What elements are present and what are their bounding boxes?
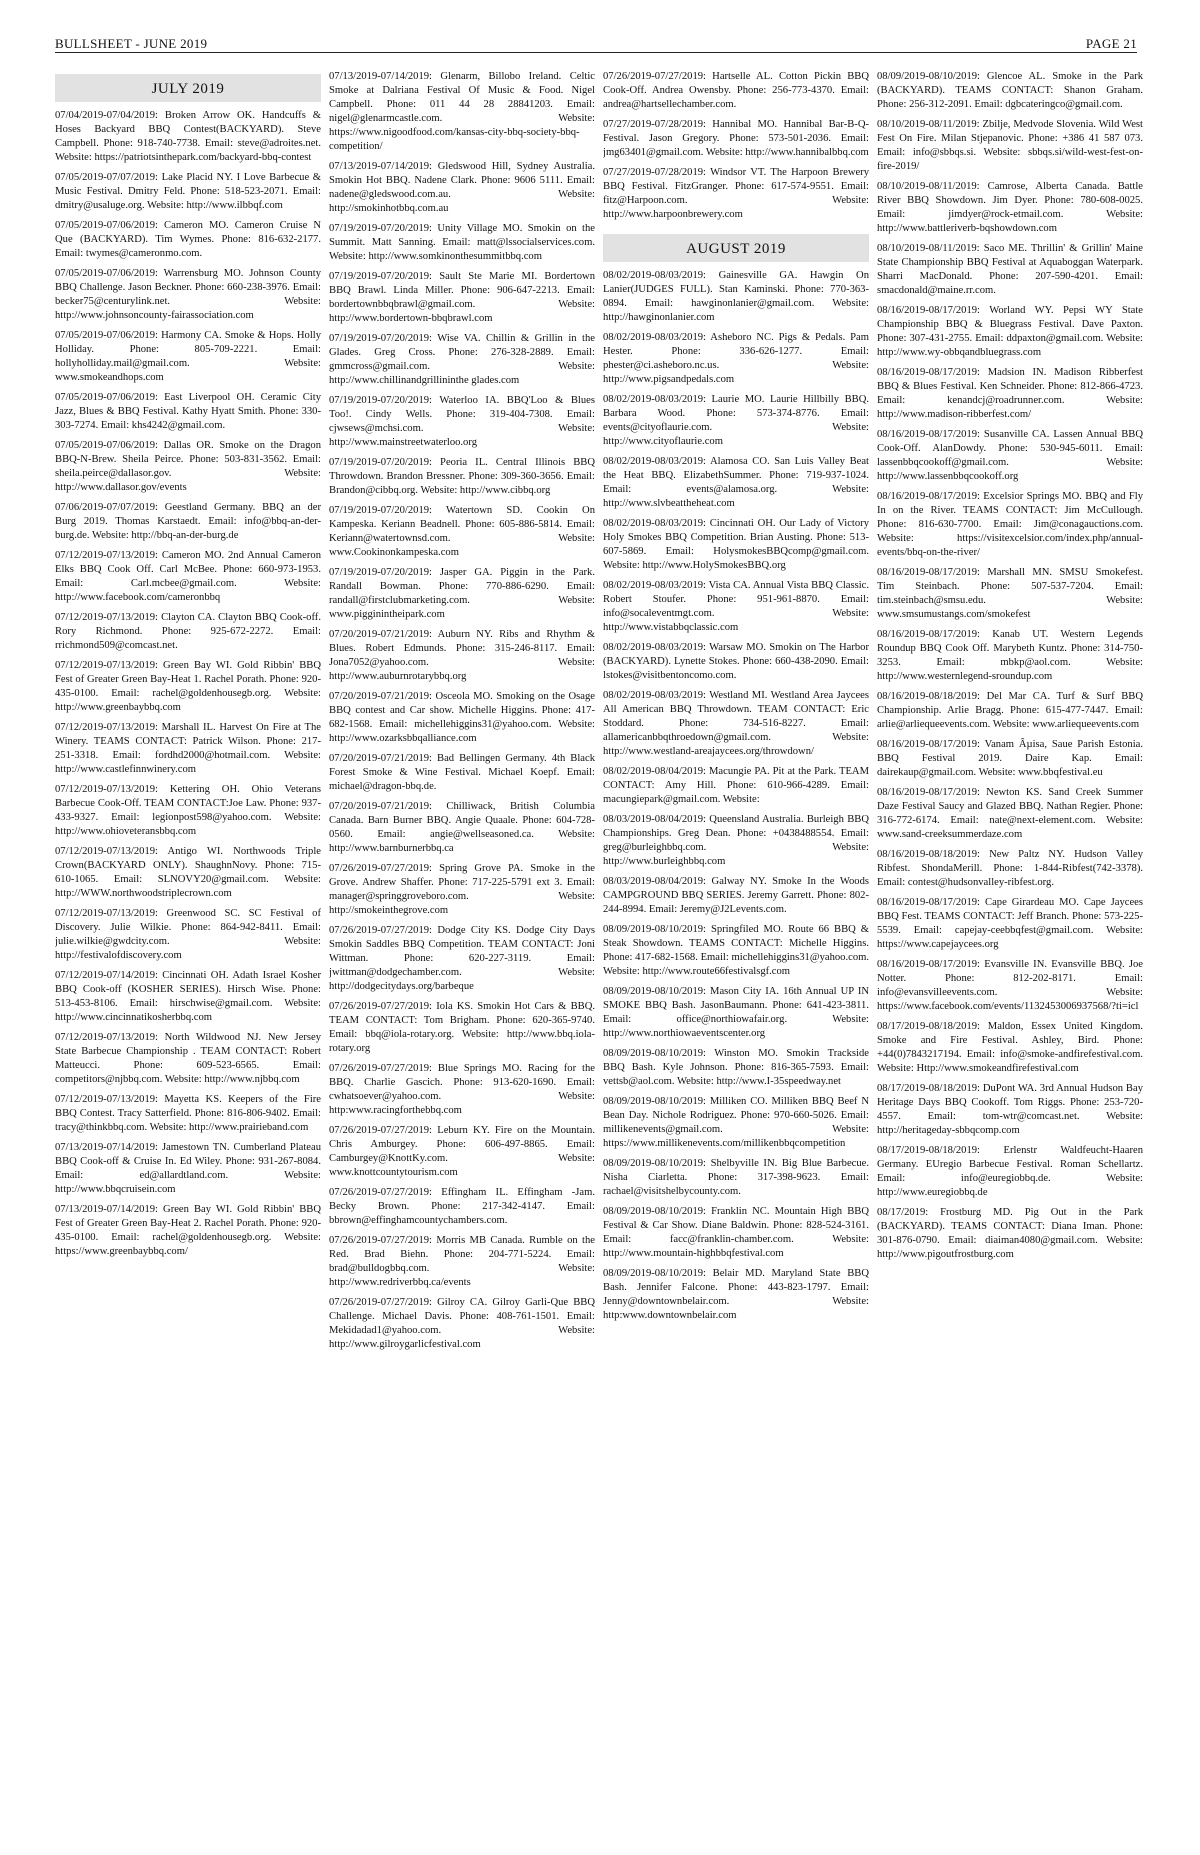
event-entry: 07/05/2019-07/06/2019: Warrensburg MO. Johnson County BBQ Challenge. Jason Beckner. Phone: 660-238-3976. Email: becker75@centurylink.net. Website: http://www.johnsoncounty-fairassociation.com <box>55 268 321 321</box>
event-entry: 07/26/2019-07/27/2019: Dodge City KS. Dodge City Days Smokin Saddles BBQ Competition. TEAM CONTACT: Joni Wittman. Phone: 620-227-3119. Email: jwittman@dodgechamber.com. Website: http://dodgecitydays.org/barbeque <box>329 925 595 992</box>
event-entry: 08/09/2019-08/10/2019: Franklin NC. Mountain High BBQ Festival & Car Show. Diane Baldwin. Phone: 828-524-3161. Email: facc@franklin-chamber.com. Website: http://www.mountain-highbbqfestival.com <box>603 1206 869 1259</box>
event-entry: 07/19/2019-07/20/2019: Wise VA. Chillin & Grillin in the Glades. Greg Cross. Phone: 276-328-2889. Email: gmmcross@gmail.com. Website: http://www.chillinandgrillininthe glades.com <box>329 333 595 386</box>
event-entry: 07/26/2019-07/27/2019: Spring Grove PA. Smoke in the Grove. Andrew Shaffer. Phone: 717-225-5791 ext 3. Email: manager@springgroveboro.com. Website: http://smokeinthegrove.com <box>329 863 595 916</box>
event-entry: 07/12/2019-07/13/2019: Green Bay WI. Gold Ribbin' BBQ Fest of Greater Green Bay-Heat 1. Rachel Porath. Phone: 920-435-0100. Email: rachel@goldenhousegb.org. Website: http://www.greenbaybbq.com <box>55 660 321 713</box>
event-entry: 08/16/2019-08/17/2019: Newton KS. Sand Creek Summer Daze Festival Saucy and Glazed BBQ. Nathan Regier. Phone: 316-772-6174. Email: nate@next-element.com. Website: www.sand-creeksummerdaze.com <box>877 787 1143 840</box>
column-3 <box>603 70 869 1329</box>
event-entry: 08/02/2019-08/03/2019: Westland MI. Westland Area Jaycees All American BBQ Throwdown. TEAM CONTACT: Eric Stoddard. Phone: 734-516-8227. Email: allamericanbbqthroedown@gmail.com. Website: http://www.westland-areajaycees.org/throwdown/ <box>603 690 869 757</box>
event-entry: 08/09/2019-08/10/2019: Winston MO. Smokin Trackside BBQ Bash. Kyle Johnson. Phone: 816-365-7593. Email: vettsb@aol.com. Website: http://www.I-35speedway.net <box>603 1048 869 1087</box>
entry-list <box>603 70 869 222</box>
event-entry: 07/26/2019-07/27/2019: Blue Springs MO. Racing for the BBQ. Charlie Gascich. Phone: 913-620-1690. Email: cwhatsoever@yahoo.com. Website: http:www.racingforthebbq.com <box>329 1063 595 1116</box>
event-entry: 07/26/2019-07/27/2019: Gilroy CA. Gilroy Garli-Que BBQ Challenge. Michael Davis. Phone: 408-761-1501. Email: Mekidadad1@yahoo.com. Website: http://www.gilroygarlicfestival.com <box>329 1297 595 1350</box>
event-entry: 08/02/2019-08/03/2019: Gainesville GA. Hawgin On Lanier(JUDGES FULL). Stan Kaminski. Phone: 770-363-0894. Email: hawginonlanier@gmail.com. Website: http://hawginonlanier.com <box>603 270 869 323</box>
event-entry: 07/12/2019-07/13/2019: Clayton CA. Clayton BBQ Cook-off. Rory Richmond. Phone: 925-672-2272. Email: rrichmond509@comcast.net. <box>55 612 321 651</box>
event-entry: 08/03/2019-08/04/2019: Galway NY. Smoke In the Woods CAMPGROUND BBQ SERIES. Jeremy Garrett. Phone: 802-244-8994. Email: Jeremy@J2Levents.com. <box>603 876 869 915</box>
event-entry: 08/16/2019-08/18/2019: New Paltz NY. Hudson Valley Ribfest. ShondaMerill. Phone: 1-844-Ribfest(742-3378). Email: contest@hudsonvalley-ribfest.org. <box>877 849 1143 888</box>
event-entry: 08/09/2019-08/10/2019: Shelbyville IN. Big Blue Barbecue. Nisha Ciarletta. Phone: 317-398-9623. Email: rachael@visitshelbycounty.com. <box>603 1158 869 1197</box>
event-entry: 07/20/2019-07/21/2019: Osceola MO. Smoking on the Osage BBQ contest and Car show. Michelle Higgins. Phone: 417-682-1568. Email: michellehiggins31@yahoo.com. Website: http://www.ozarksbbqalliance.com <box>329 691 595 744</box>
event-entry: 08/09/2019-08/10/2019: Springfiled MO. Route 66 BBQ & Steak Showdown. TEAMS CONTACT: Michelle Higgins. Phone: 417-682-1568. Email: michellehiggins31@yahoo.com. Website: http://www.route66festivalsgf.com <box>603 924 869 977</box>
event-entry: 07/04/2019-07/04/2019: Broken Arrow OK. Handcuffs & Hoses Backyard BBQ Contest(BACKYARD). Steve Campbell. Phone: 918-740-7738. Email: steve@adroites.net. Website: https://patriotsinthepark.com/backyard-bbq-contest <box>55 110 321 163</box>
column-4 <box>877 70 1143 1268</box>
event-entry: 07/13/2019-07/14/2019: Gledswood Hill, Sydney Australia. Smokin Hot BBQ. Nadene Clark. Phone: 9606 5111. Email: nadene@gledswood.com.au. Website: http://smokinhotbbq.com.au <box>329 161 595 214</box>
event-entry: 07/06/2019-07/07/2019: Geestland Germany. BBQ an der Burg 2019. Thomas Karstaedt. Email: info@bbq-an-der-burg.de. Website: http://bbq-an-der-burg.de <box>55 502 321 541</box>
event-entry: 08/16/2019-08/18/2019: Del Mar CA. Turf & Surf BBQ Championship. Arlie Bragg. Phone: 615-477-7447. Email: arlie@arliequeevents.com. Website: www.arliequeevents.com <box>877 691 1143 730</box>
event-entry: 07/13/2019-07/14/2019: Jamestown TN. Cumberland Plateau BBQ Cook-off & Cruise In. Ed Wiley. Phone: 931-267-8084. Email: ed@allardtland.com. Website: http://www.bbqcruisein.com <box>55 1142 321 1195</box>
event-entry: 08/03/2019-08/04/2019: Queensland Australia. Burleigh BBQ Championships. Greg Dean. Phone: +0438488554. Email: greg@burleighbbq.com. Website: http://www.burleighbbq.com <box>603 814 869 867</box>
event-entry: 07/13/2019-07/14/2019: Glenarm, Billobo Ireland. Celtic Smoke at Dalriana Festival Of Music & Food. Nigel Campbell. Phone: 011 44 28 28841203. Email: nigel@glenarmcastle.com. Website: https://www.nigoodfood.com/kansas-city-bbq-society-bbq-competition/ <box>329 71 595 152</box>
event-entry: 07/26/2019-07/27/2019: Hartselle AL. Cotton Pickin BBQ Cook-Off. Andrea Owensby. Phone: 256-773-4370. Email: andrea@hartsellechamber.com. <box>603 71 869 110</box>
event-entry: 07/12/2019-07/13/2019: Mayetta KS. Keepers of the Fire BBQ Contest. Tracy Satterfield. Phone: 816-806-9402. Email: tracy@thinkbbq.com. Website: http://www.prairieband.com <box>55 1094 321 1133</box>
event-entry: 07/19/2019-07/20/2019: Waterloo IA. BBQ'Loo & Blues Too!. Cindy Wells. Phone: 319-404-7308. Email: cjwsews@mchsi.com. Website: http://www.mainstreetwaterloo.org <box>329 395 595 448</box>
event-entry: 08/10/2019-08/11/2019: Camrose, Alberta Canada. Battle River BBQ Showdown. Jim Dyer. Phone: 780-608-0025. Email: jimdyer@rock-etmail.com. Website: http://www.battleriverb-bqshowdown.com <box>877 181 1143 234</box>
page-header <box>55 34 1137 53</box>
event-entry: 08/02/2019-08/03/2019: Laurie MO. Laurie Hillbilly BBQ. Barbara Wood. Phone: 573-374-8776. Email: events@cityoflaurie.com. Website: http://www.cityoflaurie.com <box>603 394 869 447</box>
event-entry: 07/05/2019-07/06/2019: Harmony CA. Smoke & Hops. Holly Holliday. Phone: 805-709-2221. Email: hollyholliday.mail@gmail.com. Website: www.smokeandhops.com <box>55 330 321 383</box>
event-entry: 07/26/2019-07/27/2019: Effingham IL. Effingham -Jam. Becky Brown. Phone: 217-342-4147. Email: bbrown@effinghamcountychambers.com. <box>329 1187 595 1226</box>
event-entry: 08/16/2019-08/17/2019: Vanam Âµisa, Saue Parish Estonia. BBQ Festival 2019. Daire Kap. Email: dairekaup@gmail.com. Website: www.bbqfestival.eu <box>877 739 1143 778</box>
event-entry: 08/16/2019-08/17/2019: Worland WY. Pepsi WY State Championship BBQ & Bluegrass Festival. Dave Paxton. Phone: 307-431-2755. Email: ddpaxton@gmail.com. Website: http://www.wy-obbqandbluegrass.com <box>877 305 1143 358</box>
event-entry: 08/17/2019-08/18/2019: Maldon, Essex United Kingdom. Smoke and Fire Festival. Ashley, Bird. Phone: +44(0)7843217194. Email: info@smoke-andfirefestival.com. Website: Http://www.smokeandfirefestival.com <box>877 1021 1143 1074</box>
event-entry: 08/16/2019-08/17/2019: Excelsior Springs MO. BBQ and Fly In on the River. TEAMS CONTACT: Jim McCullough. Phone: 816-630-7700. Email: Jim@conagauctions.com. Website: https://visitexcelsior.com/index.php/annual-events/bbq-on-the-river/ <box>877 491 1143 558</box>
column-1 <box>55 70 321 1265</box>
event-listing <box>55 70 1143 1840</box>
event-entry: 08/02/2019-08/03/2019: Alamosa CO. San Luis Valley Beat the Heat BBQ. ElizabethSummer. Phone: 719-937-1024. Email: events@alamosa.org. Website: http://www.slvbeattheheat.com <box>603 456 869 509</box>
event-entry: 08/17/2019-08/18/2019: DuPont WA. 3rd Annual Hudson Bay Heritage Days BBQ Cookoff. Tom Riggs. Phone: 253-720-4557. Email: tom-wtr@comcast.net. Website: http://heritageday-sbbqcomp.com <box>877 1083 1143 1136</box>
event-entry: 08/17/2019-08/18/2019: Erlenstr Waldfeucht-Haaren Germany. EUregio Barbecue Festival. Roman Schellartz. Email: info@euregiobbq.de. Website: http://www.euregiobbq.de <box>877 1145 1143 1198</box>
event-entry: 07/12/2019-07/13/2019: North Wildwood NJ. New Jersey State Barbecue Championship . TEAM CONTACT: Robert Matteucci. Phone: 609-523-6565. Email: competitors@njbbq.com. Website: http://www.njbbq.com <box>55 1032 321 1085</box>
event-entry: 07/26/2019-07/27/2019: Morris MB Canada. Rumble on the Red. Brad Biehn. Phone: 204-771-5224. Email: brad@bulldogbbq.com. Website: http://www.redriverbbq.ca/events <box>329 1235 595 1288</box>
event-entry: 07/20/2019-07/21/2019: Chilliwack, British Columbia Canada. Barn Burner BBQ. Angie Quaale. Phone: 604-728-0560. Email: angie@wellseasoned.ca. Website: http://www.barnburnerbbq.ca <box>329 801 595 854</box>
event-entry: 07/12/2019-07/13/2019: Cameron MO. 2nd Annual Cameron Elks BBQ Cook Off. Carl McBee. Phone: 660-973-1953. Email: Carl.mcbee@gmail.com. Website: http://www.facebook.com/cameronbbq <box>55 550 321 603</box>
event-entry: 07/19/2019-07/20/2019: Peoria IL. Central Illinois BBQ Throwdown. Brandon Bressner. Phone: 309-360-3656. Email: Brandon@cibbq.org. Website: http://www.cibbq.org <box>329 457 595 496</box>
event-entry: 08/16/2019-08/17/2019: Marshall MN. SMSU Smokefest. Tim Steinbach. Phone: 507-537-7204. Email: tim.steinbach@smsu.edu. Website: www.smsumustangs.com/smokefest <box>877 567 1143 620</box>
column-2 <box>329 70 595 1358</box>
entry-list <box>55 109 321 1259</box>
event-entry: 07/05/2019-07/06/2019: East Liverpool OH. Ceramic City Jazz, Blues & BBQ Festival. Kathy Hyatt Smith. Phone: 330-303-7274. Email: khs4242@gmail.com. <box>55 392 321 431</box>
event-entry: 08/10/2019-08/11/2019: Zbilje, Medvode Slovenia. Wild West Fest On Fire. Milan Stjepanovic. Phone: +386 41 587 073. Email: info@sbbqs.si. Website: sbbqs.si/wild-west-fest-on-fire-2019/ <box>877 119 1143 172</box>
month-heading-july: JULY 2019 <box>55 74 321 102</box>
event-entry: 08/16/2019-08/17/2019: Evansville IN. Evansville BBQ. Joe Notter. Phone: 812-202-8171. Email: info@evansvilleevents.com. Website: https://www.facebook.com/events/1132453006937568/?ti=icl <box>877 959 1143 1012</box>
event-entry: 07/12/2019-07/14/2019: Cincinnati OH. Adath Israel Kosher BBQ Cook-off (KOSHER SERIES). Hirsch Wise. Phone: 513-453-8106. Email: hirschwise@gmail.com. Website: http://www.cincinnatikosherbbq.com <box>55 970 321 1023</box>
event-entry: 07/05/2019-07/06/2019: Cameron MO. Cameron Cruise N Que (BACKYARD). Tim Wymes. Phone: 816-632-2177. Email: twymes@cameronmo.com. <box>55 220 321 259</box>
event-entry: 08/10/2019-08/11/2019: Saco ME. Thrillin' & Grillin' Maine State Championship BBQ Festival at Aquaboggan Waterpark. Sharri MacDonald. Phone: 207-590-4201. Email: smacdonald@maine.rr.com. <box>877 243 1143 296</box>
event-entry: 08/16/2019-08/17/2019: Cape Girardeau MO. Cape Jaycees BBQ Fest. TEAMS CONTACT: Jeff Branch. Phone: 573-225-5539. Email: capejay-ceebbqfest@gmail.com. Website: https://www.capejaycees.org <box>877 897 1143 950</box>
event-entry: 08/02/2019-08/03/2019: Vista CA. Annual Vista BBQ Classic. Robert Stoufer. Phone: 951-961-8870. Email: info@socaleventmgt.com. Website: http://www.vistabbqclassic.com <box>603 580 869 633</box>
event-entry: 07/20/2019-07/21/2019: Bad Bellingen Germany. 4th Black Forest Smoke & Wine Festival. Michael Koepf. Email: michael@dragon-bbq.de. <box>329 753 595 792</box>
event-entry: 08/16/2019-08/17/2019: Susanville CA. Lassen Annual BBQ Cook-Off. AlanDowdy. Phone: 530-945-6011. Email: lassenbbqcookoff@gmail.com. Website: http://www.lassenbbqcookoff.org <box>877 429 1143 482</box>
event-entry: 07/12/2019-07/13/2019: Marshall IL. Harvest On Fire at The Winery. TEAMS CONTACT: Patrick Wilson. Phone: 217-251-3318. Email: fordhd2000@hotmail.com. Website: http://www.castlefinnwinery.com <box>55 722 321 775</box>
event-entry: 08/16/2019-08/17/2019: Madsion IN. Madison Ribberfest BBQ & Blues Festival. Ken Schneider. Phone: 812-866-4723. Email: kenandcj@roadrunner.com. Website: http://www.madison-ribberfest.com/ <box>877 367 1143 420</box>
event-entry: 08/17/2019: Frostburg MD. Pig Out in the Park (BACKYARD). TEAMS CONTACT: Diana Iman. Phone: 301-876-0790. Email: diaiman4080@gmail.com. Website: http://www.pigoutfrostburg.com <box>877 1207 1143 1260</box>
event-entry: 08/09/2019-08/10/2019: Glencoe AL. Smoke in the Park (BACKYARD). TEAMS CONTACT: Shanon Graham. Phone: 256-312-2091. Email: dgbcateringco@gmail.com. <box>877 71 1143 110</box>
event-entry: 07/19/2019-07/20/2019: Sault Ste Marie MI. Bordertown BBQ Brawl. Linda Miller. Phone: 906-647-2213. Email: bordertownbbqbrawl@gmail.com. Website: http://www.bordertown-bbqbrawl.com <box>329 271 595 324</box>
event-entry: 08/09/2019-08/10/2019: Mason City IA. 16th Annual UP IN SMOKE BBQ Bash. JasonBaumann. Phone: 641-423-3811. Email: office@northiowafair.org. Website: http://www.northiowaeventscenter.org <box>603 986 869 1039</box>
month-heading-august: AUGUST 2019 <box>603 234 869 262</box>
event-entry: 07/19/2019-07/20/2019: Jasper GA. Piggin in the Park. Randall Bowman. Phone: 770-886-6290. Email: randall@firstclubmarketing.com. Website: www.pigginintheipark.com <box>329 567 595 620</box>
event-entry: 07/19/2019-07/20/2019: Unity Village MO. Smokin on the Summit. Matt Sanning. Email: matt@lssocialservices.com. Website: http://www.somkinonthesummitbbq.com <box>329 223 595 262</box>
event-entry: 07/05/2019-07/07/2019: Lake Placid NY. I Love Barbecue & Music Festival. Dmitry Feld. Phone: 518-523-2071. Email: dmitry@usaluge.org. Website: http://www.ilbbqf.com <box>55 172 321 211</box>
event-entry: 07/05/2019-07/06/2019: Dallas OR. Smoke on the Dragon BBQ-N-Brew. Sheila Peirce. Phone: 503-831-3562. Email: sheila.peirce@dallasor.gov. Website: http://www.dallasor.gov/events <box>55 440 321 493</box>
event-entry: 08/02/2019-08/03/2019: Asheboro NC. Pigs & Pedals. Pam Hester. Phone: 336-626-1277. Email: phester@ci.asheboro.nc.us. Website: http://www.pigsandpedals.com <box>603 332 869 385</box>
event-entry: 07/12/2019-07/13/2019: Antigo WI. Northwoods Triple Crown(BACKYARD ONLY). ShaughnNovy. Phone: 715-610-1065. Email: SLNOVY20@gmail.com. Website: http://WWW.northwoodstriplecrown.com <box>55 846 321 899</box>
event-entry: 08/09/2019-08/10/2019: Belair MD. Maryland State BBQ Bash. Jennifer Falcone. Phone: 443-823-1797. Email: Jenny@downtownbelair.com. Website: http:www.downtownbelair.com <box>603 1268 869 1321</box>
event-entry: 07/26/2019-07/27/2019: Leburn KY. Fire on the Mountain. Chris Amburgey. Phone: 606-497-8865. Email: Camburgey@KnottKy.com. Website: www.knottcountytourism.com <box>329 1125 595 1178</box>
entry-list <box>877 70 1143 1262</box>
event-entry: 08/09/2019-08/10/2019: Milliken CO. Milliken BBQ Beef N Bean Day. Nichole Rodriguez. Phone: 970-660-5026. Email: millikenevents@gmail.com. Website: https://www.millikenevents.com/millikenbbqcompetition <box>603 1096 869 1149</box>
event-entry: 07/13/2019-07/14/2019: Green Bay WI. Gold Ribbin' BBQ Fest of Greater Green Bay-Heat 2. Rachel Porath. Phone: 920-435-0100. Email: rachel@goldenhousegb.org. Website: https://www.greenbaybbq.com/ <box>55 1204 321 1257</box>
event-entry: 07/12/2019-07/13/2019: Greenwood SC. SC Festival of Discovery. Julie Wilkie. Phone: 864-942-8411. Email: julie.wilkie@gwdcity.com. Website: http://festivalofdiscovery.com <box>55 908 321 961</box>
event-entry: 07/27/2019-07/28/2019: Hannibal MO. Hannibal Bar-B-Q-Festival. Jason Gregory. Phone: 573-501-2036. Email: jmg63401@gmail.com. Website: http://www.hannibalbbq.com <box>603 119 869 158</box>
event-entry: 07/19/2019-07/20/2019: Watertown SD. Cookin On Kampeska. Keriann Beadnell. Phone: 605-886-5814. Email: Keriann@watertownsd.com. Website: www.Cookinonkampeska.com <box>329 505 595 558</box>
event-entry: 08/02/2019-08/03/2019: Cincinnati OH. Our Lady of Victory Holy Smokes BBQ Competition. Brian Austing. Phone: 513-607-5869. Email: HolysmokesBBQcomp@gmail.com. Website: http://www.HolySmokesBBQ.org <box>603 518 869 571</box>
publication-title: BULLSHEET - JUNE 2019 <box>55 36 208 51</box>
event-entry: 08/02/2019-08/03/2019: Warsaw MO. Smokin on The Harbor (BACKYARD). Lynette Stokes. Phone: 660-438-2090. Email: lstokes@visitbentoncomo.com. <box>603 642 869 681</box>
event-entry: 08/16/2019-08/17/2019: Kanab UT. Western Legends Roundup BBQ Cook Off. Marybeth Kuntz. Phone: 314-750-3253. Email: mbkp@aol.com. Website: http://www.westernlegend-sroundup.com <box>877 629 1143 682</box>
event-entry: 07/27/2019-07/28/2019: Windsor VT. The Harpoon Brewery BBQ Festival. FitzGranger. Phone: 617-574-9551. Email: fitz@Harpoon.com. Website: http://www.harpoonbrewery.com <box>603 167 869 220</box>
event-entry: 07/20/2019-07/21/2019: Auburn NY. Ribs and Rhythm & Blues. Robert Edmunds. Phone: 315-246-8117. Email: Jona7052@yahoo.com. Website: http://www.auburnrotarybbq.org <box>329 629 595 682</box>
entry-list <box>329 70 595 1352</box>
event-entry: 08/02/2019-08/04/2019: Macungie PA. Pit at the Park. TEAM CONTACT: Amy Hill. Phone: 610-966-4289. Email: macungiepark@gmail.com. Website: <box>603 766 869 805</box>
entry-list <box>603 269 869 1323</box>
event-entry: 07/12/2019-07/13/2019: Kettering OH. Ohio Veterans Barbecue Cook-Off. TEAM CONTACT:Joe Law. Phone: 937-433-9327. Email: legionpost598@yahoo.com. Website: http://www.ohioveteransbbq.com <box>55 784 321 837</box>
page-number: PAGE 21 <box>1085 36 1137 51</box>
event-entry: 07/26/2019-07/27/2019: Iola KS. Smokin Hot Cars & BBQ. TEAM CONTACT: Tom Brigham. Phone: 620-365-9740. Email: bbq@iola-rotary.org. Website: http://www.bbq.iola-rotary.org <box>329 1001 595 1054</box>
